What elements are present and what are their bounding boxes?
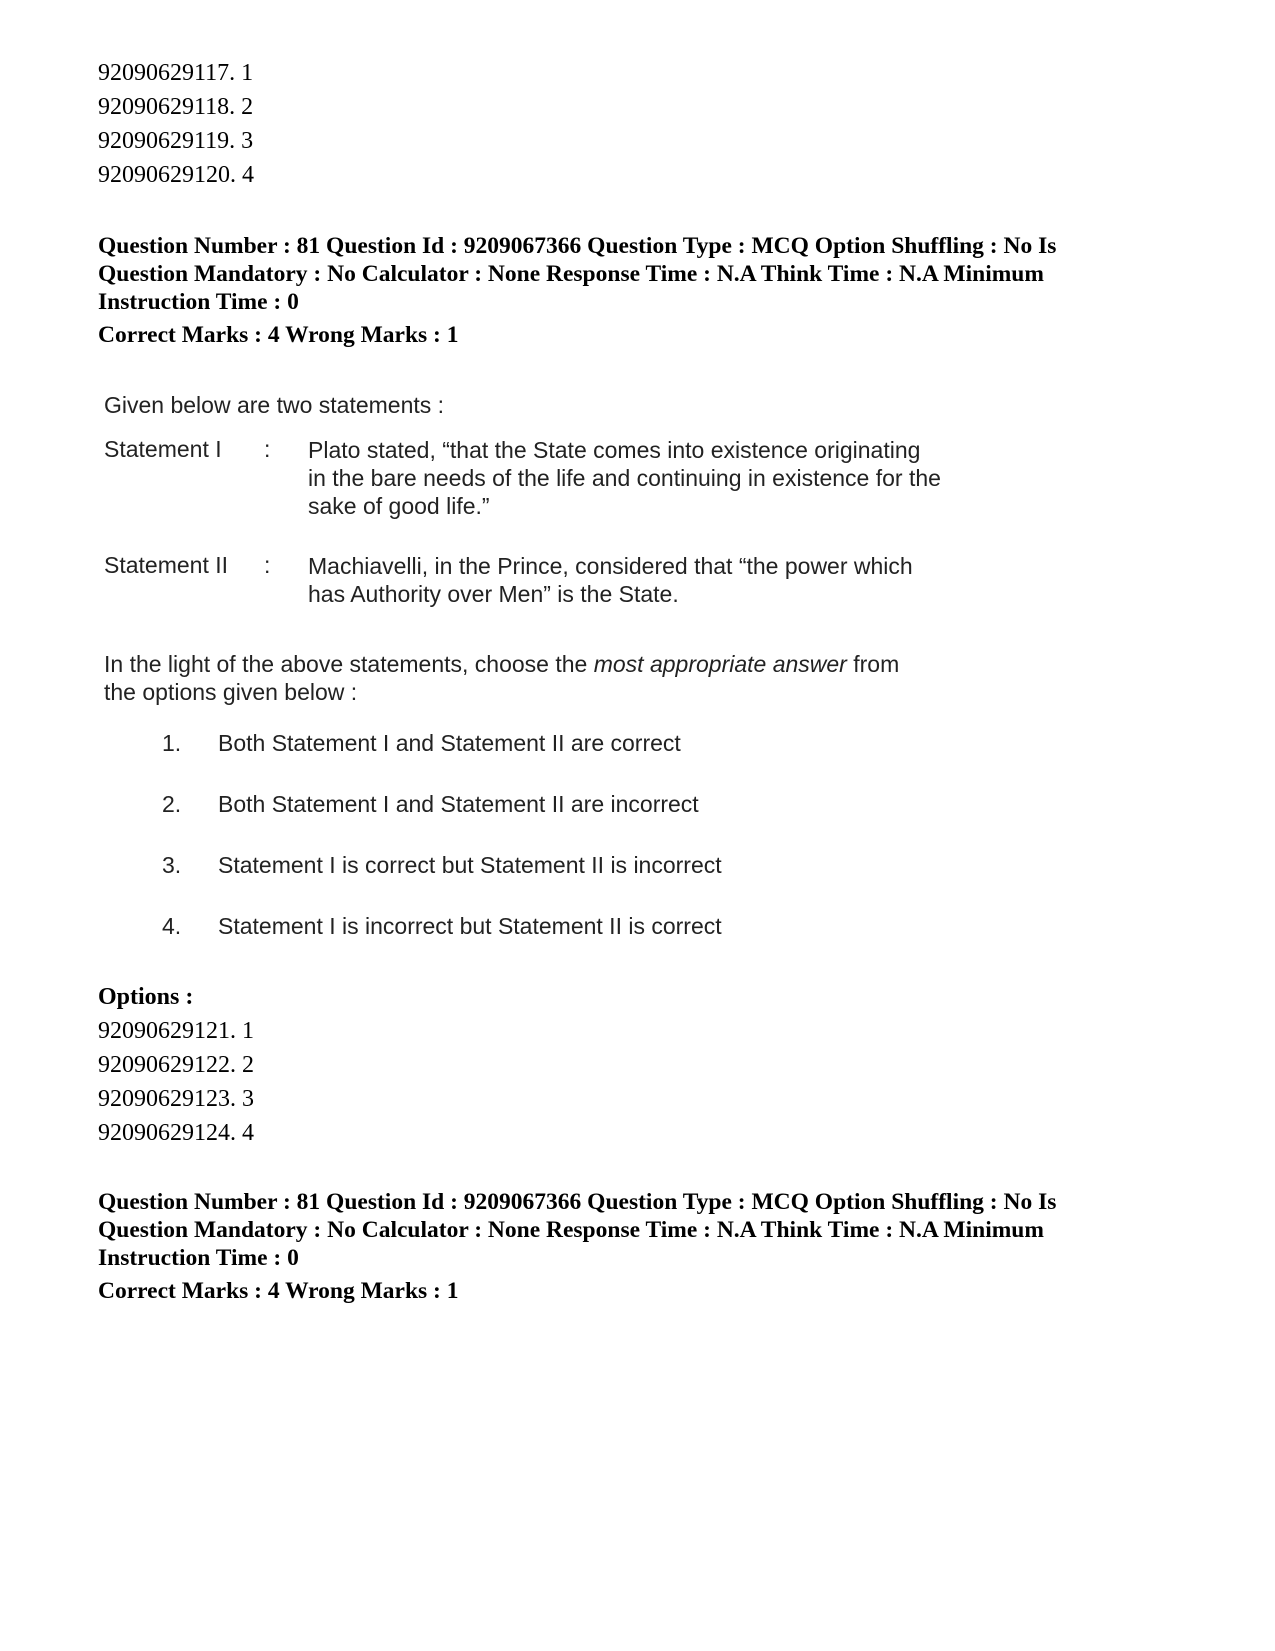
meta-line: Question Mandatory : No Calculator : None Response Time : N.A Think Time : N.A Minimum (98, 1217, 1044, 1243)
meta-line: Instruction Time : 0 (98, 1245, 299, 1271)
marks-line: Correct Marks : 4 Wrong Marks : 1 (98, 322, 459, 348)
option-row: 92090629117. 1 (98, 60, 254, 86)
next-question-meta (98, 1188, 1198, 1305)
choice-text: Statement I is incorrect but Statement II is correct (218, 913, 722, 939)
answer-choice (162, 728, 681, 758)
meta-line: Question Number : 81 Question Id : 9209067366 Question Type : MCQ Option Shuffling : No Is (98, 233, 1057, 259)
statement-label: Statement I (104, 436, 222, 462)
question-intro: Given below are two statements : (104, 392, 445, 418)
answer-choice (162, 789, 699, 819)
answer-choice (162, 911, 722, 941)
answer-choice (162, 850, 722, 880)
question-prompt: In the light of the above statements, choose the most appropriate answer from the options given below : (104, 651, 900, 705)
meta-line: Instruction Time : 0 (98, 289, 299, 315)
choice-number: 2. (162, 791, 182, 817)
options-heading: Options : (98, 984, 194, 1010)
options-list (98, 1014, 254, 1150)
choice-number: 4. (162, 913, 182, 939)
statement-text: Plato stated, “that the State comes into existence originating in the bare needs of the life and continuing in existence for the sake of good life.” (308, 437, 941, 519)
statement-colon: : (264, 436, 271, 462)
choice-number: 3. (162, 852, 182, 878)
option-row: 92090629119. 3 (98, 128, 254, 154)
previous-options-list (98, 56, 254, 192)
meta-line: Question Number : 81 Question Id : 9209067366 Question Type : MCQ Option Shuffling : No Is (98, 1189, 1057, 1215)
marks-line: Correct Marks : 4 Wrong Marks : 1 (98, 1278, 459, 1304)
choice-number: 1. (162, 730, 182, 756)
choice-text: Statement I is correct but Statement II is incorrect (218, 852, 722, 878)
option-row: 92090629124. 4 (98, 1120, 254, 1146)
statement-label: Statement II (104, 552, 229, 578)
option-row: 92090629120. 4 (98, 162, 254, 188)
emphasis-text: most appropriate answer (593, 651, 847, 677)
option-row: 92090629122. 2 (98, 1052, 254, 1078)
question-meta (98, 232, 1198, 349)
meta-line: Question Mandatory : No Calculator : None Response Time : N.A Think Time : N.A Minimum (98, 261, 1044, 287)
option-row: 92090629123. 3 (98, 1086, 254, 1112)
statement-text: Machiavelli, in the Prince, considered that “the power which has Authority over Men” is the State. (308, 553, 913, 607)
option-row: 92090629118. 2 (98, 94, 254, 120)
option-row: 92090629121. 1 (98, 1018, 254, 1044)
statement-colon: : (264, 552, 271, 578)
choice-text: Both Statement I and Statement II are correct (218, 730, 681, 756)
choice-text: Both Statement I and Statement II are incorrect (218, 791, 699, 817)
